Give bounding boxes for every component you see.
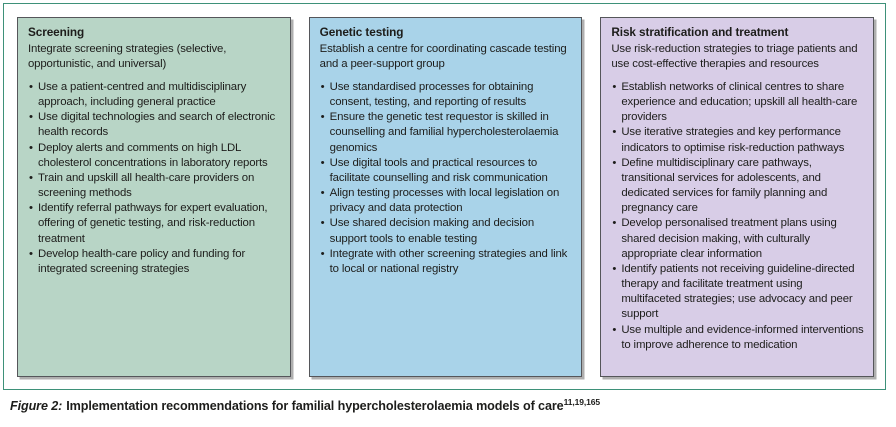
bullet-item: • Define multidisciplinary care pathways, transitional services for adolescents, and dedicated services for family planning and pregnancy care bbox=[611, 156, 864, 217]
panel-risk-stratification bbox=[600, 17, 874, 377]
bullet-item: • Align testing processes with local legislation on privacy and data protection bbox=[320, 186, 573, 216]
bullet-item: • Use multiple and evidence-informed interventions to improve adherence to medication bbox=[611, 323, 864, 353]
bullet-item: • Use iterative strategies and key performance indicators to optimise risk-reduction pathways bbox=[611, 125, 864, 155]
figure-caption-label: Figure 2: bbox=[10, 399, 63, 413]
bullet-item: • Identify patients not receiving guideline-directed therapy and facilitate treatment using multifaceted strategies; use advocacy and peer support bbox=[611, 262, 864, 323]
figure-caption bbox=[10, 396, 601, 413]
panel-risk-stratification-subtitle: Use risk-reduction strategies to triage patients and use cost-effective therapies and resources bbox=[611, 42, 858, 70]
bullet-item: • Use a patient-centred and multidisciplinary approach, including general practice bbox=[28, 80, 281, 110]
panel-screening-title: Screening bbox=[28, 25, 85, 39]
panel-screening-subtitle: Integrate screening strategies (selective, opportunistic, and universal) bbox=[28, 42, 227, 70]
bullet-item: • Develop personalised treatment plans using shared decision making, with culturally appropriate clear information bbox=[611, 216, 864, 261]
figure-frame bbox=[3, 3, 886, 390]
panel-genetic-testing-bullet-list bbox=[320, 80, 573, 277]
bullet-item: • Identify referral pathways for expert evaluation, offering of genetic testing, and risk-reduction treatment bbox=[28, 201, 281, 246]
panel-risk-stratification-bullet-list bbox=[611, 80, 864, 353]
panels-row bbox=[17, 17, 874, 377]
panel-genetic-testing-subtitle: Establish a centre for coordinating cascade testing and a peer-support group bbox=[319, 42, 567, 70]
panel-screening bbox=[17, 17, 291, 377]
bullet-item: • Use digital tools and practical resources to facilitate counselling and risk communication bbox=[320, 156, 573, 186]
panel-genetic-testing-title: Genetic testing bbox=[319, 25, 404, 39]
bullet-item: • Integrate with other screening strategies and link to local or national registry bbox=[320, 247, 573, 277]
bullet-item: • Train and upskill all health-care providers on screening methods bbox=[28, 171, 281, 201]
panel-screening-bullet-list bbox=[28, 80, 281, 277]
bullet-item: • Use digital technologies and search of electronic health records bbox=[28, 110, 281, 140]
panel-risk-stratification-title: Risk stratification and treatment bbox=[611, 25, 789, 39]
bullet-item: • Use standardised processes for obtaining consent, testing, and reporting of results bbox=[320, 80, 573, 110]
bullet-item: • Ensure the genetic test requestor is skilled in counselling and familial hypercholesterolaemia genomics bbox=[320, 110, 573, 155]
figure-caption-references: 11,19,165 bbox=[563, 396, 601, 407]
bullet-item: • Deploy alerts and comments on high LDL cholesterol concentrations in laboratory reports bbox=[28, 141, 281, 171]
bullet-item: • Use shared decision making and decision support tools to enable testing bbox=[320, 216, 573, 246]
bullet-item: • Develop health-care policy and funding for integrated screening strategies bbox=[28, 247, 281, 277]
panel-genetic-testing bbox=[309, 17, 583, 377]
figure-caption-text: Implementation recommendations for familial hypercholesterolaemia models of care bbox=[66, 399, 564, 413]
bullet-item: • Establish networks of clinical centres to share experience and education; upskill all health-care providers bbox=[611, 80, 864, 125]
